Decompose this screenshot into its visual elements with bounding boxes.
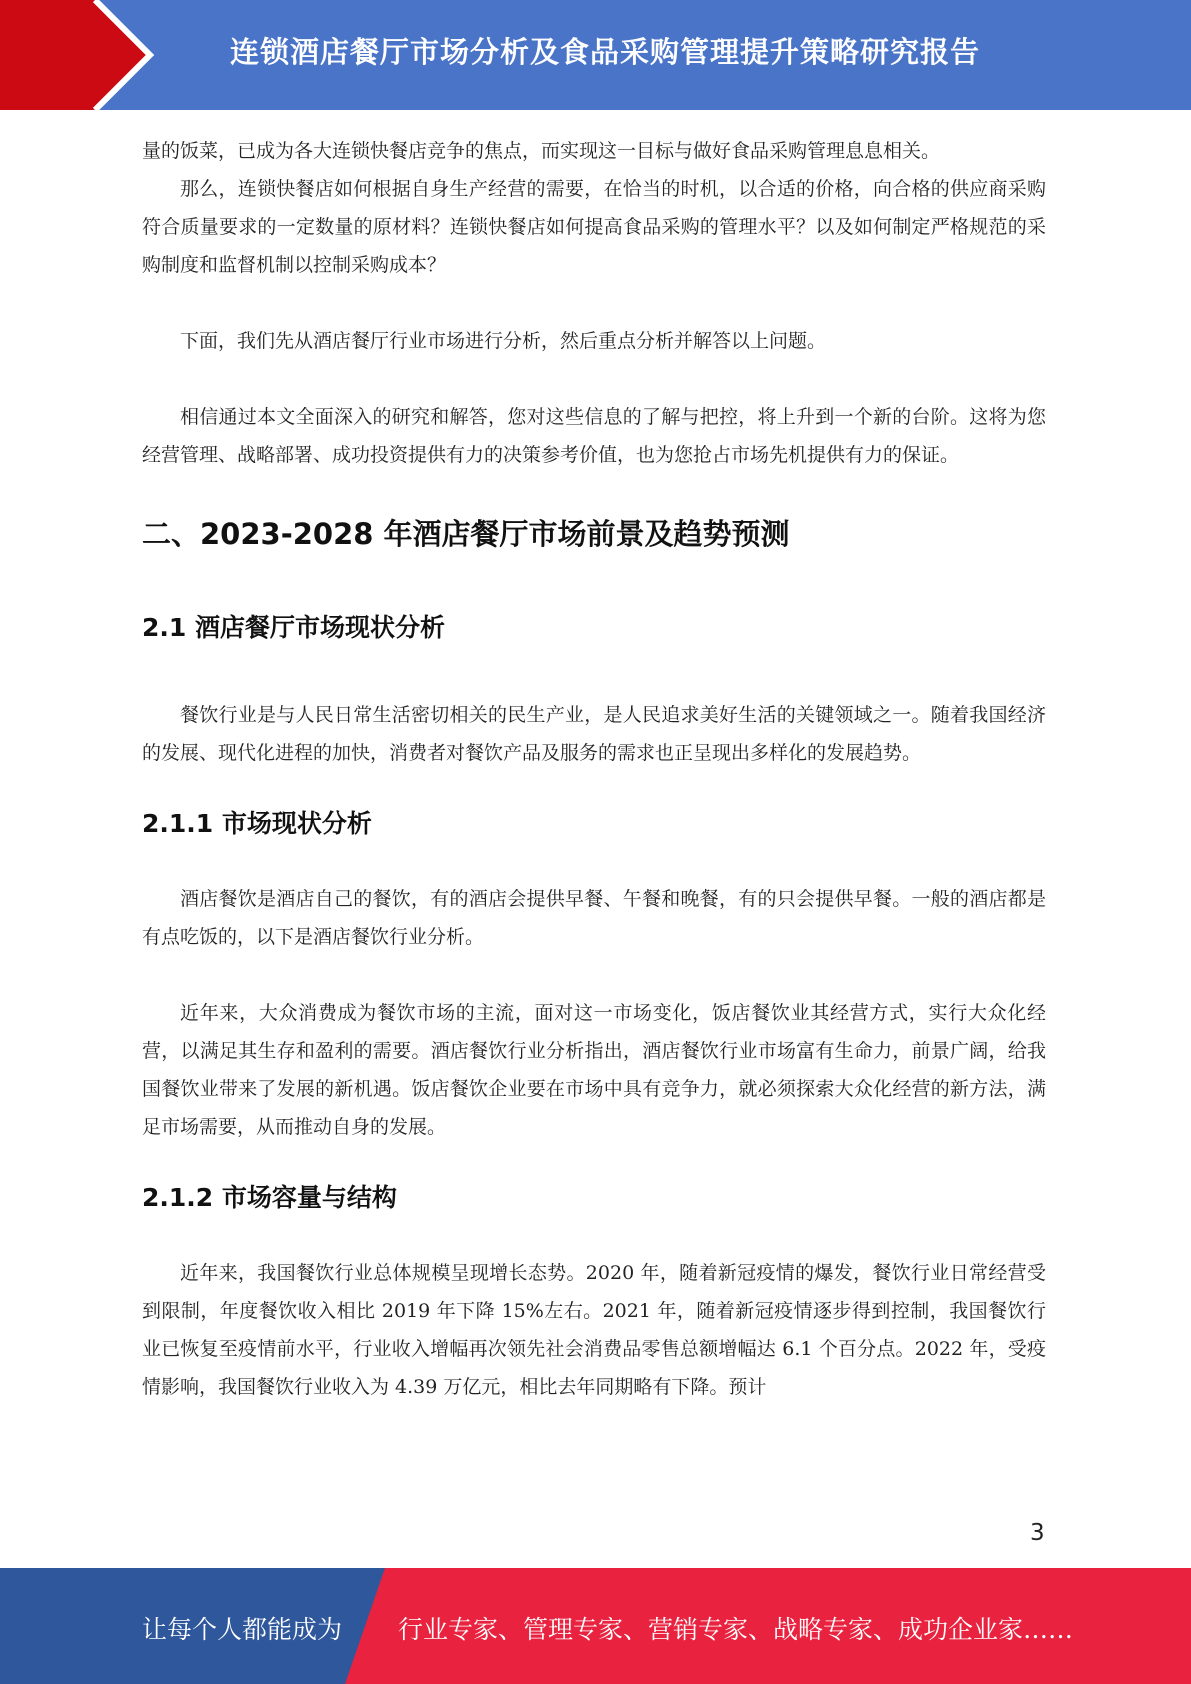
footer-slogan-right: 行业专家、管理专家、营销专家、战略专家、成功企业家…… [398,1615,1074,1644]
paragraph-1: 量的饭菜，已成为各大连锁快餐店竞争的焦点，而实现这一目标与做好食品采购管理息息相关。 [142,140,941,162]
paragraph-2: 那么，连锁快餐店如何根据自身生产经营的需要，在恰当的时机，以合适的价格，向合格的供应商采购符合质量要求的一定数量的原材料？连锁快餐店如何提高食品采购的管理水平？以及如何制定严格规范的采购制度和监督机制以控制采购成本？ [142,178,1046,276]
subsection-heading-2-1-1: 2.1.1 市场现状分析 [142,809,372,838]
footer-slogan-left: 让每个人都能成为 [142,1615,343,1644]
paragraph-6: 酒店餐饮是酒店自己的餐饮，有的酒店会提供早餐、午餐和晚餐，有的只会提供早餐。一般的酒店都是有点吃饭的，以下是酒店餐饮行业分析。 [142,888,1046,948]
paragraph-4: 相信通过本文全面深入的研究和解答，您对这些信息的了解与把控，将上升到一个新的台阶。这将为您经营管理、战略部署、成功投资提供有力的决策参考价值，也为您抢占市场先机提供有力的保证。 [142,406,1046,466]
document-title: 连锁酒店餐厅市场分析及食品采购管理提升策略研究报告 [230,35,981,69]
paragraph-7: 近年来，大众消费成为餐饮市场的主流，面对这一市场变化，饭店餐饮业其经营方式，实行大众化经营，以满足其生存和盈利的需要。酒店餐饮行业分析指出，酒店餐饮行业市场富有生命力，前景广阔，给我国餐饮业带来了发展的新机遇。饭店餐饮企业要在市场中具有竞争力，就必须探索大众化经营的新方法，满足市场需要，从而推动自身的发展。 [142,1002,1046,1138]
subsection-heading-2-1: 2.1 酒店餐厅市场现状分析 [142,613,445,642]
page-header [0,0,1191,110]
section-heading-2: 二、2023-2028 年酒店餐厅市场前景及趋势预测 [142,517,790,551]
page-number: 3 [1030,1520,1045,1546]
page-footer [0,1568,1191,1684]
paragraph-5: 餐饮行业是与人民日常生活密切相关的民生产业，是人民追求美好生活的关键领域之一。随着我国经济的发展、现代化进程的加快，消费者对餐饮产品及服务的需求也正呈现出多样化的发展趋势。 [142,704,1046,764]
subsection-heading-2-1-2: 2.1.2 市场容量与结构 [142,1183,397,1212]
paragraph-3: 下面，我们先从酒店餐厅行业市场进行分析，然后重点分析并解答以上问题。 [180,330,827,352]
page-content [142,132,1046,1406]
paragraph-8: 近年来，我国餐饮行业总体规模呈现增长态势。2020 年，随着新冠疫情的爆发，餐饮行业日常经营受到限制，年度餐饮收入相比 2019 年下降 15%左右。2021 年，随着新冠疫情逐步得到控制，我国餐饮行业已恢复至疫情前水平，行业收入增幅再次领先社会消费品零售总额增幅达 6.1 个百分点。2022 年，受疫情影响，我国餐饮行业收入为 4.39 万亿元，相比去年同期略有下降。预计 [142,1262,1046,1398]
